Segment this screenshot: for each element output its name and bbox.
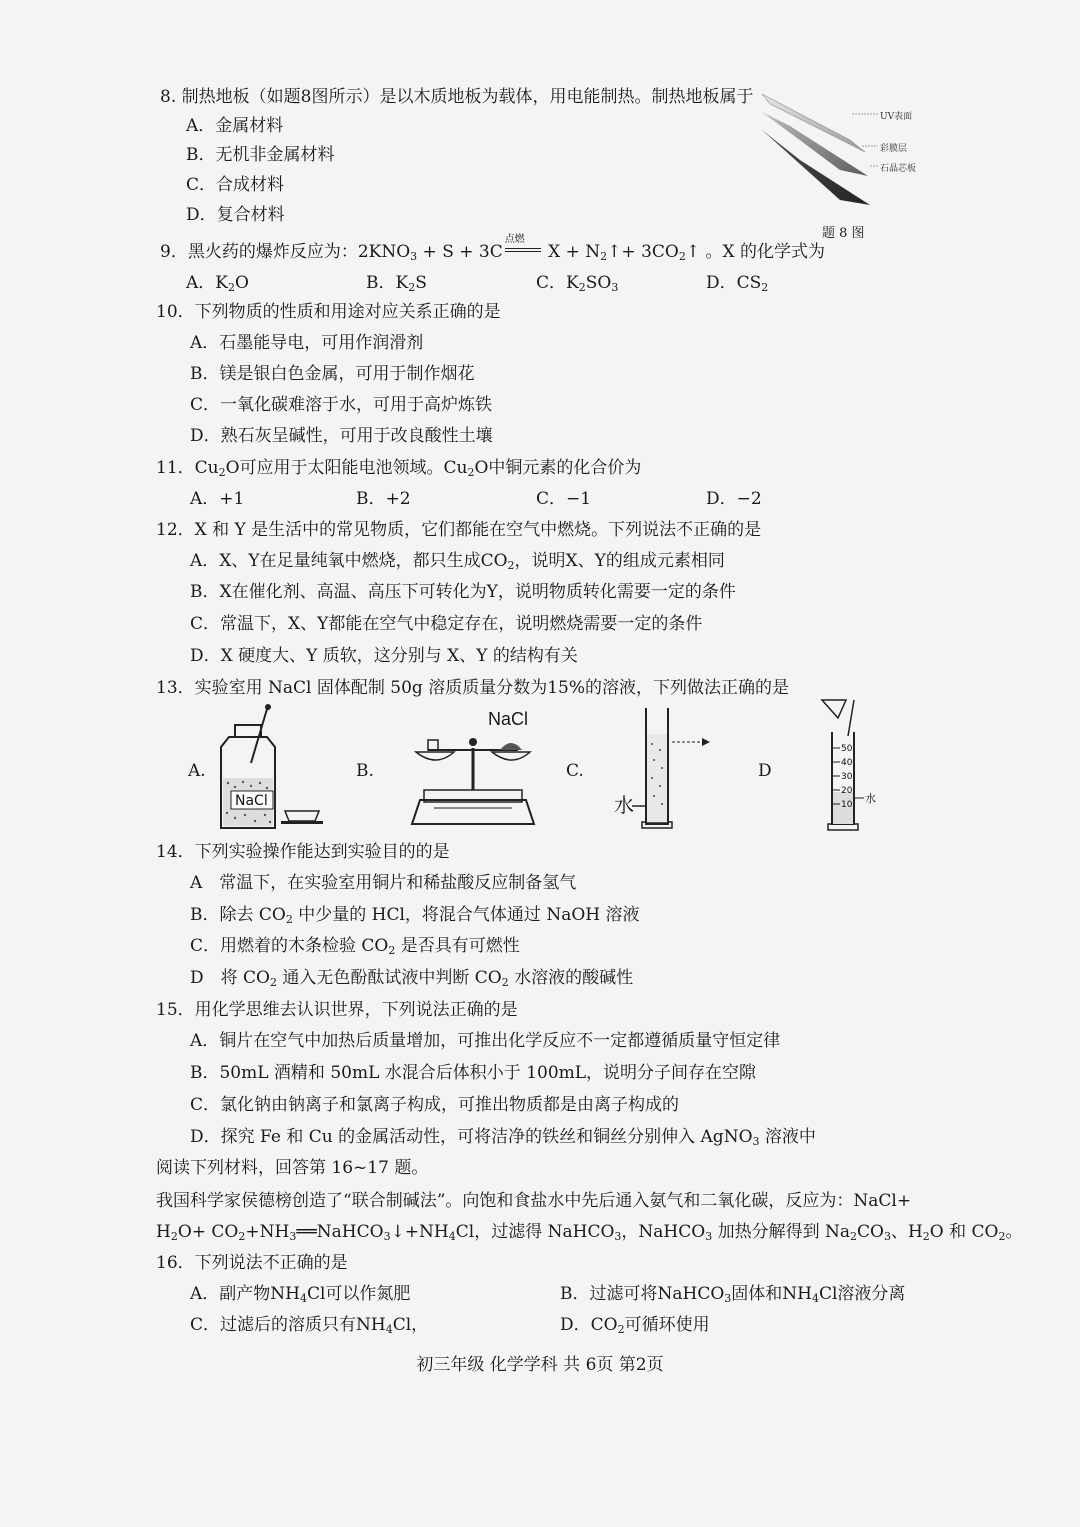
q15-option-c: C．氯化钠由钠离子和氯离子构成，可推出物质都是由离子构成的 (190, 1095, 680, 1115)
q16-option-d: D．$CO_2$可循环使用 (560, 1315, 710, 1336)
q13-label-b: B. (356, 761, 374, 781)
q11-option-c: C．−1 (536, 489, 592, 509)
q10-option-c: C．一氧化碳难溶于水，可用于高炉炼铁 (190, 395, 493, 415)
q12-option-c: C．常温下，X、Y都能在空气中稳定存在，说明燃烧需要一定的条件 (190, 614, 703, 634)
q9-option-a: A．$K_2O$ (186, 273, 249, 294)
q11-stem: 11．$Cu_2O$可应用于太阳能电池领域。$Cu_2O$中铜元素的化合价为 (156, 458, 642, 479)
label-film-layer: 彩膜层 (880, 144, 908, 154)
q10-option-d: D．熟石灰呈碱性，可用于改良酸性土壤 (190, 426, 493, 446)
q9-stem: 9．黑火药的爆炸反应为：$2KNO_3 + S + 3C$ 点燃 $X + N_2↑+$ $3CO_2↑$ 。X 的化学式为 (160, 241, 825, 263)
q11-option-a: A．+1 (190, 489, 245, 509)
q15-option-d: D．探究 Fe 和 Cu 的金属活动性，可将洁净的铁丝和铜丝分别伸入 AgNO$_3$ 溶液中 (190, 1127, 816, 1148)
q15-option-b: B．50mL 酒精和 50mL 水混合后体积小于 100mL，说明分子间存在空隙 (190, 1063, 757, 1083)
reading-intro: 阅读下列材料，回答第 16~17 题。 (156, 1158, 429, 1178)
q14-option-c: C．用燃着的木条检验 $CO_2$ 是否具有可燃性 (190, 936, 520, 957)
q14-option-d: D 将 $CO_2$ 通入无色酚酞试液中判断 $CO_2$ 水溶液的酸碱性 (190, 968, 634, 989)
q15-option-a: A．铜片在空气中加热后质量增加，可推出化学反应不一定都遵循质量守恒定律 (190, 1031, 781, 1051)
q8-option-c: C．合成材料 (186, 175, 285, 195)
water-label-d: 水 (865, 792, 876, 805)
cyl-tick-10: 10 (841, 800, 853, 810)
q9-option-b: B．$K_2S$ (366, 273, 427, 294)
reading-paragraph-line1: 我国科学家侯德榜创造了“联合制碱法”。向饱和食盐水中先后通入氨气和二氧化碳，反应为：NaCl+ (156, 1191, 912, 1211)
figure-8-caption: 题 8 图 (822, 226, 865, 241)
q14-stem: 14．下列实验操作能达到实验目的的是 (156, 842, 450, 862)
q14-option-b: B．除去 $CO_2$ 中少量的 HCl，将混合气体通过 NaOH 溶液 (190, 905, 640, 926)
water-label-c: 水 (614, 793, 634, 817)
q13-stem: 13．实验室用 NaCl 固体配制 50g 溶质质量分数为15%的溶液，下列做法正确的是 (156, 678, 789, 698)
label-core-board: 石晶芯板 (880, 164, 917, 174)
q9-option-d: D．$CS_2$ (706, 273, 769, 294)
q10-option-a: A．石墨能导电，可用作润滑剂 (190, 333, 424, 353)
q12-option-d: D．X 硬度大、Y 质软，这分别与 X、Y 的结构有关 (190, 646, 578, 666)
page-footer: 初三年级 化学学科 共 6页 第2页 (416, 1355, 664, 1375)
q12-stem: 12．X 和 Y 是生活中的常见物质，它们都能在空气中燃烧。下列说法不正确的是 (156, 520, 762, 540)
q8-stem: 8. 制热地板（如题8图所示）是以木质地板为载体，用电能制热。制热地板属于 (160, 87, 754, 107)
q13-label-c: C. (566, 761, 584, 781)
measuring-cylinder-figure (812, 696, 892, 836)
q12-option-a: A．X、Y在足量纯氧中燃烧，都只生成$CO_2$，说明X、Y的组成元素相同 (190, 551, 725, 572)
reaction-condition: 点燃 (504, 234, 525, 245)
q16-option-c: C．过滤后的溶质只有$NH_4Cl$， (190, 1315, 429, 1336)
cyl-tick-20: 20 (841, 786, 853, 796)
q16-option-b: B．过滤可将NaHCO$_3$固体和$NH_4Cl$溶液分离 (560, 1284, 906, 1305)
cyl-tick-40: 40 (841, 758, 853, 768)
q8-option-a: A．金属材料 (186, 116, 284, 136)
reading-paragraph-line2: $H_2O+$ $CO_2+NH_3══NaHCO_3↓+NH_4Cl$，过滤得 NaHCO$_3$，NaHCO$_3$ 加热分解得到 $Na_2CO_3$、$H_2O$ 和 $CO_2$。 (156, 1222, 1023, 1243)
q8-option-b: B．无机非金属材料 (186, 145, 335, 165)
q10-stem: 10．下列物质的性质和用途对应关系正确的是 (156, 302, 501, 322)
cyl-tick-50: 50 (841, 744, 853, 754)
q13-label-d: D (758, 761, 772, 781)
q16-stem: 16．下列说法不正确的是 (156, 1253, 348, 1273)
q12-option-b: B．X在催化剂、高温、高压下可转化为Y，说明物质转化需要一定的条件 (190, 582, 736, 602)
q10-option-b: B．镁是银白色金属，可用于制作烟花 (190, 364, 475, 384)
q15-stem: 15．用化学思维去认识世界，下列说法正确的是 (156, 1000, 518, 1020)
q11-option-b: B．+2 (356, 489, 411, 509)
floor-layers-figure (760, 90, 950, 210)
balance-figure (408, 728, 538, 832)
q11-option-d: D．−2 (706, 489, 762, 509)
reagent-bottle-figure (215, 703, 335, 833)
q16-option-a: A．副产物$NH_4Cl$可以作氮肥 (190, 1284, 411, 1305)
q8-option-d: D．复合材料 (186, 205, 285, 225)
q13-label-a: A. (188, 761, 206, 781)
label-uv-surface: UV表面 (880, 112, 913, 122)
balance-nacl-label: NaCl (488, 709, 529, 729)
cyl-tick-30: 30 (841, 772, 853, 782)
nacl-label: NaCl (235, 793, 268, 809)
q14-option-a: A 常温下，在实验室用铜片和稀盐酸反应制备氢气 (190, 873, 577, 893)
q9-option-c: C．$K_2SO_3$ (536, 273, 619, 294)
